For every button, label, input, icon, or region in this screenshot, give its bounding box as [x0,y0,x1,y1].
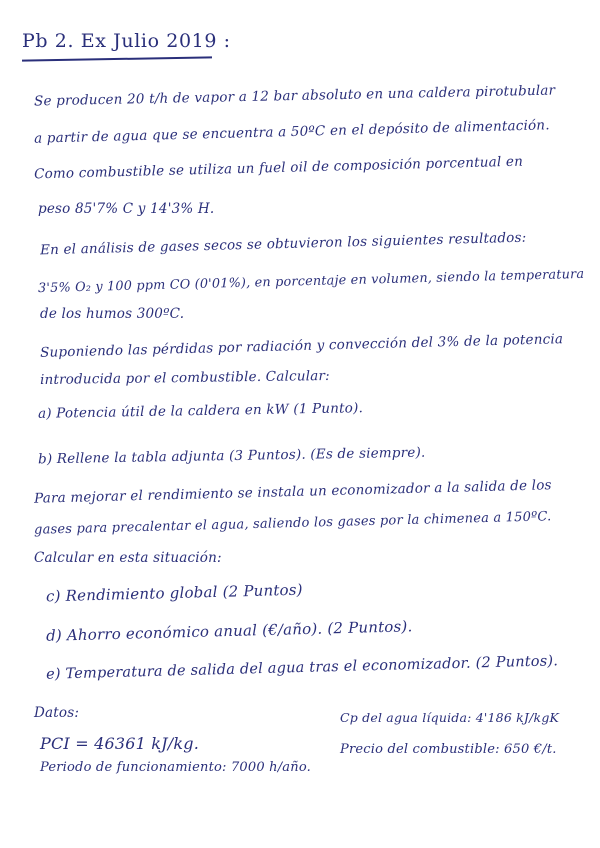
statement-line: gases para precalentar el agua, saliendo los gases por la chimenea a 150ºC. [33,509,552,538]
statement-line: introducida por el combustible. Calcular: [39,367,330,389]
datos-periodo: Periodo de funcionamiento: 7000 h/año. [40,760,311,775]
statement-line: peso 85'7% C y 14'3% H. [38,201,215,217]
question-item: a) Potencia útil de la caldera en kW (1 Punto). [37,400,364,422]
statement-line: Como combustible se utiliza un fuel oil de composición porcentual en [33,153,524,183]
statement-line: Suponiendo las pérdidas por radiación y convección del 3% de la potencia [39,331,564,361]
datos-pci: PCI = 46361 kJ/kg. [40,734,200,753]
datos-precio: Precio del combustible: 650 €/t. [340,742,557,757]
question-item: b) Rellene la tabla adjunta (3 Puntos). (Es de siempre). [37,444,426,468]
statement-line: a partir de agua que se encuentra a 50ºC en el depósito de alimentación. [33,117,550,147]
statement-line: En el análisis de gases secos se obtuvieron los siguientes resultados: [39,229,527,259]
statement-line: Calcular en esta situación: [34,550,222,566]
datos-heading: Datos: [34,705,80,721]
datos-cp: Cp del agua líquida: 4'186 kJ/kgK [340,710,560,725]
question-item: e) Temperatura de salida del agua tras el economizador. (2 Puntos). [45,653,559,683]
question-item: d) Ahorro económico anual (€/año). (2 Puntos). [45,617,413,645]
title-underline [22,56,212,61]
statement-line: 3'5% O₂ y 100 ppm CO (0'01%), en porcentaje en volumen, siendo la temperatura [37,266,585,297]
problem-title: Pb 2. Ex Julio 2019 : [22,30,231,52]
statement-line: de los humos 300ºC. [40,306,185,322]
statement-line: Para mejorar el rendimiento se instala un economizador a la salida de los [33,477,552,507]
question-item: c) Rendimiento global (2 Puntos) [45,580,303,606]
statement-line: Se producen 20 t/h de vapor a 12 bar absoluto en una caldera pirotubular [33,82,556,110]
